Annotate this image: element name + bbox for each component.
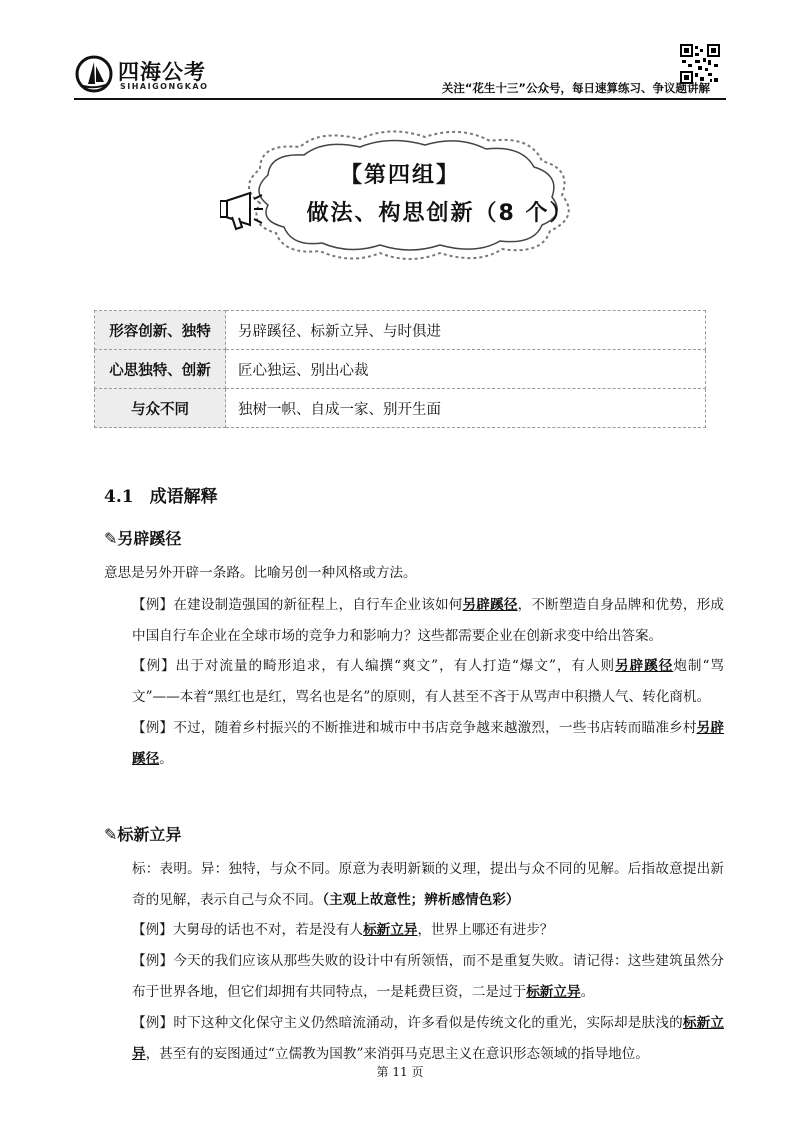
table-category-cell: 心思独特、创新: [95, 350, 226, 389]
table-idioms-cell: 独树一帜、自成一家、别开生面: [226, 389, 706, 428]
group-subtitle: 做法、构思创新（8 个）: [306, 201, 574, 226]
section-number: 4.1: [104, 487, 134, 507]
table-category-cell: 与众不同: [95, 389, 226, 428]
example-paragraph: 【例】时下这种文化保守主义仍然暗流涌动，许多看似是传统文化的重光，实际却是肤浅的标新立异，甚至有的妄图通过“立儒教为国教”来消弭马克思主义在意识形态领域的指导地位。: [132, 1015, 725, 1062]
table-category-cell: 形容创新、独特: [95, 311, 226, 350]
keyword: 标新立异: [526, 984, 581, 1000]
table-row: [95, 311, 706, 350]
logo: [74, 54, 284, 94]
example-paragraph: 【例】出于对流量的畸形追求，有人编撰“爽文”，有人打造“爆文”，有人则另辟蹊径炮制“骂文”——本着“黑红也是红，骂名也是名”的原则，有人甚至不吝于从骂声中积攒人气、转化商机。: [132, 658, 724, 705]
keyword: 另辟蹊径: [462, 597, 518, 613]
table-idioms-cell: 另辟蹊径、标新立异、与时俱进: [226, 311, 706, 350]
usage-note: （主观上故意性；辨析感情色彩）: [322, 892, 520, 908]
entry-definition: 标：表明。异：独特，与众不同。原意为表明新颖的义理，提出与众不同的见解。后指故意提出新奇的见解，表示自己与众不同。（主观上故意性；辨析感情色彩）: [132, 861, 724, 908]
section-heading: [104, 482, 218, 507]
keyword: 另辟蹊径: [615, 658, 674, 674]
page-header: [0, 0, 800, 100]
logo-subtitle: SIHAIGONGKAO: [120, 82, 209, 91]
keyword: 另辟蹊径: [132, 720, 725, 767]
table-row: [95, 350, 706, 389]
header-divider: [74, 98, 726, 100]
entry-title-biaoxinliyi: ✎标新立异: [104, 825, 182, 844]
cloud-banner: [220, 125, 590, 265]
section-title: 成语解释: [149, 487, 218, 507]
example-paragraph: 【例】大舅母的话也不对，若是没有人标新立异，世界上哪还有进步？: [132, 922, 554, 938]
keyword: 标新立异: [363, 922, 418, 938]
page-number: 第 11 页: [376, 1065, 424, 1079]
logo-sail-icon: [74, 54, 114, 94]
group-title: 【第四组】: [339, 163, 460, 188]
entry-definition: 意思是另外开辟一条路。比喻另创一种风格或方法。: [104, 565, 417, 581]
example-paragraph: 【例】在建设制造强国的新征程上，自行车企业该如何另辟蹊径，不断塑造自身品牌和优势，形成中国自行车企业在全球市场的竞争力和影响力？这些都需要企业在创新求变中给出答案。: [132, 597, 725, 644]
entry-title-lingpixijing: ✎另辟蹊径: [104, 529, 182, 548]
example-paragraph: 【例】不过，随着乡村振兴的不断推进和城市中书店竞争越来越激烈，一些书店转而瞄准乡村另辟蹊径。: [132, 720, 725, 767]
idiom-category-table: [94, 310, 706, 428]
table-row: [95, 389, 706, 428]
header-slogan: 关注“花生十三”公众号，每日速算练习、争议题讲解: [441, 81, 710, 95]
example-paragraph: 【例】今天的我们应该从那些失败的设计中有所领悟，而不是重复失败。请记得：这些建筑虽然分布于世界各地，但它们却拥有共同特点，一是耗费巨资，二是过于标新立异。: [132, 953, 724, 1000]
keyword: 标新立异: [132, 1015, 725, 1062]
table-idioms-cell: 匠心独运、别出心裁: [226, 350, 706, 389]
qr-code-icon: [680, 44, 720, 84]
logo-title: 四海公考: [118, 60, 206, 84]
